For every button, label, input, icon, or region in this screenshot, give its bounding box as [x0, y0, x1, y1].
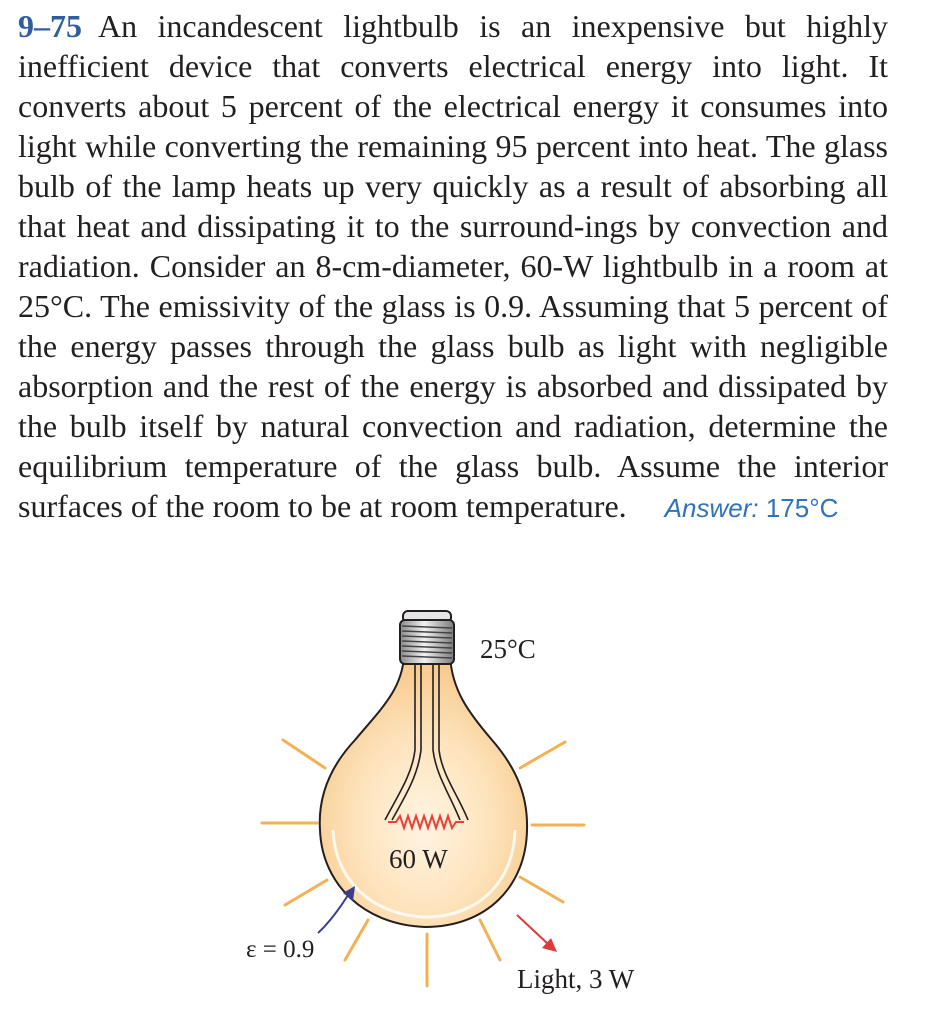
answer	[665, 493, 839, 523]
light-label: Light, 3 W	[517, 964, 635, 994]
screw-base	[400, 611, 454, 664]
problem-text: An incandescent lightbulb is an inexpensive but highly inefficient device that converts electrical energy into light. It converts about 5 percent of the electrical energy it consumes into light while converting the remaining 95 percent into heat. The glass bulb of the lamp heats up very quickly as a result of absorbing all that heat and dissipating it to the surround-ings by convection and radiation. Consider an 8-cm-diameter, 60-W lightbulb in a room at 25°C. The emissivity of the glass is 0.9. Assuming that 5 percent of the energy passes through the glass bulb as light with negligible absorption and the rest of the energy is absorbed and dissipated by the bulb itself by natural convection and radiation, determine the equilibrium temperature of the glass bulb. Assume the interior surfaces of the room to be at room temperature.	[18, 8, 888, 524]
room-temp-label: 25°C	[480, 634, 536, 664]
power-label: 60 W	[389, 844, 448, 874]
light-arrow	[517, 915, 557, 952]
lightbulb-figure	[0, 590, 931, 1024]
emissivity-label: ε = 0.9	[246, 936, 315, 963]
ray-bottom-right	[480, 920, 500, 960]
ray-upper-left	[283, 740, 325, 768]
problem-statement	[18, 6, 888, 528]
answer-value: 175°C	[765, 493, 839, 523]
ray-bottom-left	[345, 920, 368, 960]
ray-lower-right	[520, 877, 563, 902]
emissivity-arrow	[318, 886, 355, 933]
problem-number: 9–75	[18, 8, 82, 44]
ray-upper-right	[520, 742, 565, 768]
answer-label: Answer:	[664, 493, 759, 523]
ray-lower-left	[285, 880, 327, 905]
